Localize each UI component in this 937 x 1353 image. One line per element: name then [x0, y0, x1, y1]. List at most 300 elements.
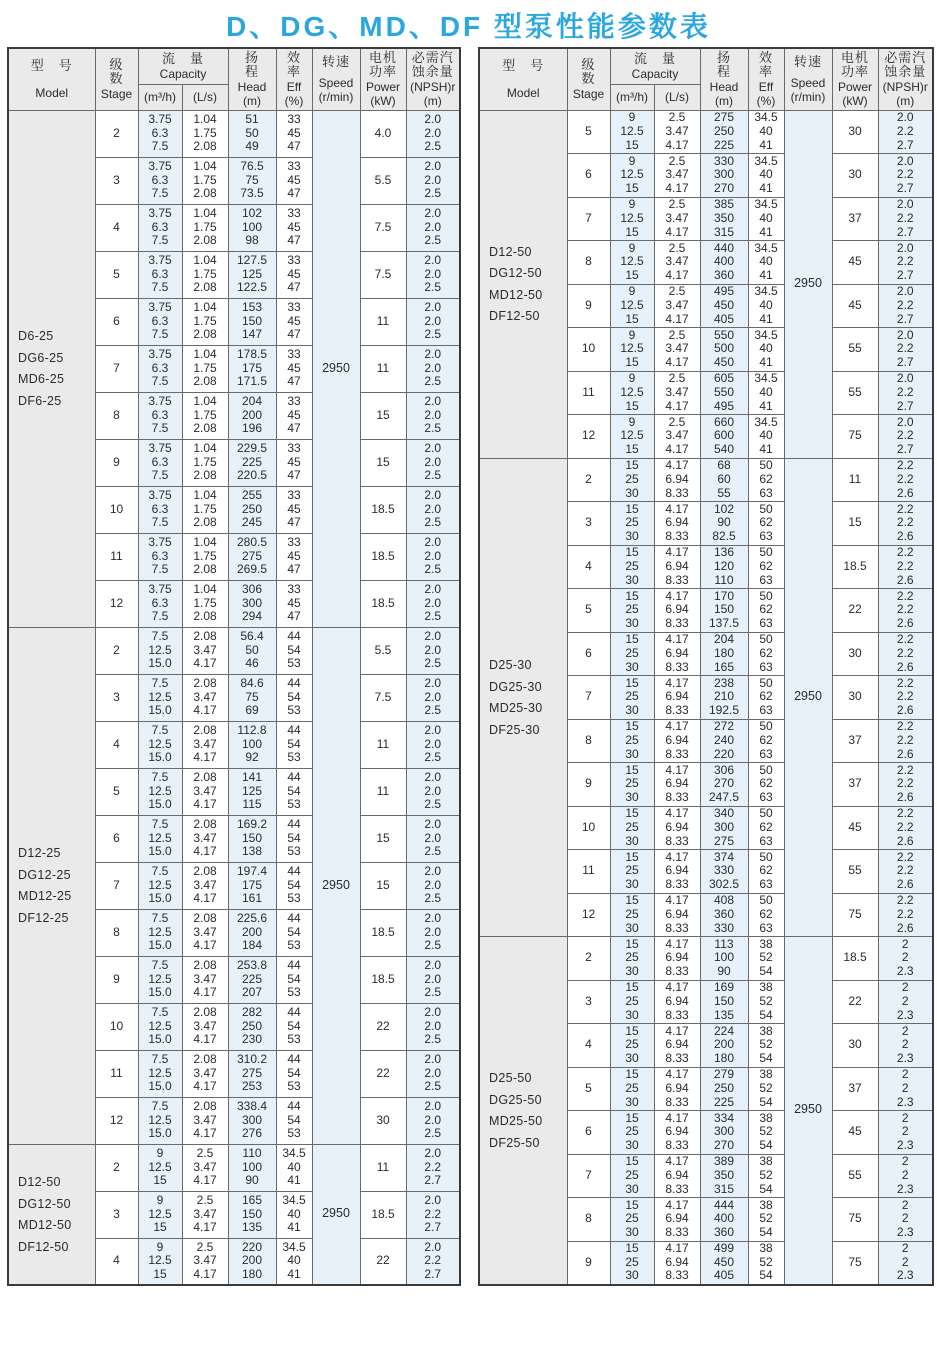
table-row — [479, 110, 933, 154]
eff-cell-value: 52 — [759, 1167, 773, 1182]
table-body — [479, 110, 933, 1285]
power-cell — [832, 415, 878, 459]
capacity-ls-cell-value: 8.33 — [665, 920, 689, 935]
stage-cell — [95, 862, 138, 909]
eff-cell-value: 62 — [759, 819, 773, 834]
capacity-ls-cell-value: 3.47 — [665, 428, 689, 443]
capacity-ls-cell-value: 1.75 — [193, 266, 217, 281]
head-cell-value: 113 — [714, 936, 734, 951]
power-cell — [360, 1238, 406, 1285]
capacity-m3h-cell-value: 12.5 — [620, 341, 644, 356]
capacity-m3h-cell-value: 30 — [625, 1225, 639, 1240]
capacity-m3h-cell — [138, 1144, 182, 1191]
npsh-cell-value: 2.5 — [424, 985, 442, 1000]
capacity-ls-cell-value: 8.33 — [665, 1094, 689, 1109]
npsh-cell-value: 2.2 — [896, 849, 914, 864]
stage-cell — [95, 439, 138, 486]
stage-cell-value: 3 — [113, 1206, 120, 1221]
capacity-ls-cell-value: 2.08 — [193, 628, 217, 643]
npsh-cell-value: 2.5 — [424, 844, 442, 859]
capacity-m3h-cell-value: 25 — [625, 732, 639, 747]
capacity-ls-cell — [654, 371, 700, 415]
header-head: 扬 程 Head (m) — [700, 48, 748, 110]
stage-cell-value: 10 — [109, 501, 124, 516]
npsh-cell — [406, 768, 460, 815]
head-cell-value: 137.5 — [708, 616, 740, 631]
capacity-ls-cell — [654, 502, 700, 546]
capacity-ls-cell-value: 2.5 — [196, 1192, 214, 1207]
eff-cell-value: 52 — [759, 1254, 773, 1269]
npsh-cell-value: 2.7 — [424, 1267, 442, 1282]
eff-cell-value: 44 — [287, 957, 301, 972]
head-cell-value: 49 — [245, 139, 259, 154]
eff-cell-value: 44 — [287, 1098, 301, 1113]
head-cell-value: 605 — [713, 371, 735, 386]
head-cell-value: 100 — [241, 736, 263, 751]
speed-cell-value: 2950 — [322, 360, 350, 375]
npsh-cell-value: 2.2 — [896, 893, 914, 908]
head-cell-value: 225.6 — [236, 910, 268, 925]
npsh-cell-value: 2.0 — [424, 266, 442, 281]
head-cell-value: 330 — [713, 863, 735, 878]
eff-cell-value: 47 — [287, 186, 301, 201]
speed-cell-value: 2950 — [794, 276, 822, 291]
npsh-cell — [406, 392, 460, 439]
head-cell-value: 330 — [713, 920, 735, 935]
npsh-cell-value: 2 — [901, 1154, 909, 1169]
head-cell-value: 150 — [713, 993, 735, 1008]
head-cell — [700, 197, 748, 241]
head-cell — [228, 768, 276, 815]
eff-cell-value: 45 — [287, 219, 301, 234]
npsh-cell-value: 2.2 — [896, 675, 914, 690]
capacity-m3h-cell — [610, 806, 654, 850]
head-cell-value: 127.5 — [236, 252, 268, 267]
power-cell — [832, 980, 878, 1024]
head-cell-value: 240 — [713, 732, 735, 747]
eff-cell-value: 34.5 — [754, 414, 778, 429]
eff-cell — [276, 627, 312, 674]
eff-cell-value: 40 — [287, 1206, 301, 1221]
head-cell-value: 56.4 — [240, 628, 264, 643]
eff-cell-value: 54 — [287, 736, 301, 751]
head-cell-value: 225 — [713, 1094, 735, 1109]
power-cell — [832, 1024, 878, 1068]
capacity-ls-cell-value: 6.94 — [665, 1037, 689, 1052]
npsh-cell — [878, 893, 933, 937]
head-cell-value: 238 — [713, 675, 735, 690]
npsh-cell-value: 2 — [901, 1211, 909, 1226]
eff-cell — [276, 1238, 312, 1285]
head-cell-value: 207 — [241, 985, 263, 1000]
capacity-ls-cell — [654, 284, 700, 328]
head-cell-value: 300 — [241, 1112, 263, 1127]
head-cell-value: 400 — [713, 254, 735, 269]
power-cell-value: 18.5 — [371, 548, 395, 563]
capacity-ls-cell-value: 8.33 — [665, 964, 689, 979]
power-cell — [360, 909, 406, 956]
capacity-m3h-cell-value: 9 — [628, 110, 636, 125]
npsh-cell — [406, 1097, 460, 1144]
power-cell-value: 22 — [376, 1018, 390, 1033]
npsh-cell — [878, 980, 933, 1024]
head-cell-value: 225 — [713, 137, 735, 152]
capacity-ls-cell-value: 4.17 — [665, 1197, 689, 1212]
head-cell — [700, 1241, 748, 1285]
stage-cell-value: 12 — [581, 906, 596, 921]
npsh-cell — [878, 806, 933, 850]
npsh-cell-value: 2.0 — [424, 957, 442, 972]
model-cell-value: DG12-25 — [18, 867, 71, 882]
capacity-m3h-cell — [610, 197, 654, 241]
power-cell — [832, 589, 878, 633]
head-cell-value: 250 — [241, 1018, 263, 1033]
power-cell-value: 75 — [848, 428, 862, 443]
npsh-cell-value: 2.6 — [896, 529, 914, 544]
capacity-m3h-cell-value: 12.5 — [148, 924, 172, 939]
capacity-ls-cell-value: 1.75 — [193, 219, 217, 234]
stage-cell-value: 9 — [585, 297, 592, 312]
capacity-m3h-cell-value: 7.5 — [151, 515, 169, 530]
head-cell-value: 302.5 — [708, 877, 740, 892]
capacity-ls-cell-value: 8.33 — [665, 790, 689, 805]
capacity-m3h-cell — [610, 1198, 654, 1242]
eff-cell-value: 47 — [287, 233, 301, 248]
eff-cell-value: 63 — [759, 833, 773, 848]
capacity-ls-cell — [182, 1097, 228, 1144]
capacity-m3h-cell-value: 6.3 — [151, 501, 169, 516]
npsh-cell-value: 2.5 — [424, 562, 442, 577]
head-cell-value: 75 — [245, 689, 259, 704]
eff-cell-value: 53 — [287, 750, 301, 765]
stage-cell — [95, 1003, 138, 1050]
capacity-ls-cell-value: 4.17 — [193, 891, 217, 906]
npsh-cell — [406, 1003, 460, 1050]
eff-cell-value: 63 — [759, 616, 773, 631]
head-cell — [228, 157, 276, 204]
capacity-m3h-cell-value: 25 — [625, 776, 639, 791]
npsh-cell-value: 2.0 — [424, 454, 442, 469]
capacity-ls-cell-value: 8.33 — [665, 572, 689, 587]
stage-cell-value: 5 — [113, 266, 120, 281]
capacity-ls-cell-value: 2.08 — [193, 675, 217, 690]
head-cell — [700, 676, 748, 720]
stage-cell-value: 4 — [113, 736, 120, 751]
head-cell-value: 153 — [241, 299, 263, 314]
head-cell — [700, 850, 748, 894]
table-header — [479, 48, 933, 110]
eff-cell-value: 45 — [287, 407, 301, 422]
npsh-cell-value: 2.0 — [424, 783, 442, 798]
head-cell-value: 136 — [713, 545, 735, 560]
head-cell-value: 385 — [713, 197, 735, 212]
eff-cell-value: 40 — [759, 123, 773, 138]
capacity-m3h-cell-value: 12.5 — [620, 167, 644, 182]
npsh-cell-value: 2.6 — [896, 616, 914, 631]
head-cell-value: 250 — [713, 1080, 735, 1095]
stage-cell — [567, 241, 610, 285]
capacity-m3h-cell-value: 15 — [625, 442, 639, 457]
head-cell — [700, 502, 748, 546]
capacity-ls-cell — [654, 197, 700, 241]
capacity-m3h-cell-value: 15 — [625, 137, 639, 152]
capacity-ls-cell-value: 1.04 — [193, 534, 217, 549]
eff-cell-value: 47 — [287, 327, 301, 342]
eff-cell — [276, 439, 312, 486]
stage-cell — [567, 937, 610, 981]
head-cell-value: 250 — [713, 123, 735, 138]
power-cell — [360, 251, 406, 298]
eff-cell-value: 63 — [759, 877, 773, 892]
table-row — [479, 937, 933, 981]
stage-cell-value: 7 — [585, 210, 592, 225]
capacity-m3h-cell — [138, 345, 182, 392]
npsh-cell-value: 2.3 — [896, 1268, 914, 1283]
eff-cell — [276, 768, 312, 815]
speed-cell-value: 2950 — [322, 1206, 350, 1221]
head-cell — [228, 580, 276, 627]
npsh-cell-value: 2.2 — [896, 588, 914, 603]
capacity-m3h-cell-value: 30 — [625, 1181, 639, 1196]
head-cell-value: 360 — [713, 906, 735, 921]
eff-cell-value: 50 — [759, 893, 773, 908]
capacity-m3h-cell — [610, 676, 654, 720]
capacity-m3h-cell-value: 7.5 — [151, 233, 169, 248]
eff-cell-value: 34.5 — [754, 197, 778, 212]
eff-cell-value: 34.5 — [754, 153, 778, 168]
eff-cell-value: 54 — [287, 689, 301, 704]
capacity-m3h-cell-value: 9 — [628, 284, 636, 299]
npsh-cell-value: 2.2 — [896, 515, 914, 530]
header-model: 型 号 Model — [479, 48, 567, 110]
capacity-ls-cell-value: 8.33 — [665, 1138, 689, 1153]
npsh-cell — [406, 486, 460, 533]
capacity-ls-cell-value: 2.5 — [668, 371, 686, 386]
power-cell-value: 55 — [848, 863, 862, 878]
stage-cell — [95, 956, 138, 1003]
head-cell-value: 350 — [713, 210, 735, 225]
stage-cell-value: 4 — [113, 219, 120, 234]
capacity-m3h-cell-value: 25 — [625, 1124, 639, 1139]
capacity-ls-cell — [182, 580, 228, 627]
capacity-m3h-cell — [610, 545, 654, 589]
head-cell-value: 180 — [713, 1051, 735, 1066]
power-cell — [832, 110, 878, 154]
capacity-ls-cell-value: 3.47 — [193, 689, 217, 704]
capacity-ls-cell-value: 8.33 — [665, 659, 689, 674]
head-cell-value: 306 — [241, 581, 263, 596]
head-cell — [700, 1024, 748, 1068]
eff-cell-value: 53 — [287, 703, 301, 718]
npsh-cell — [406, 345, 460, 392]
capacity-ls-cell-value: 8.33 — [665, 746, 689, 761]
npsh-cell-value: 2.0 — [424, 722, 442, 737]
capacity-ls-cell-value: 2.08 — [193, 722, 217, 737]
npsh-cell-value: 2.2 — [896, 732, 914, 747]
capacity-ls-cell-value: 2.08 — [193, 957, 217, 972]
head-cell-value: 499 — [713, 1241, 735, 1255]
model-cell-value: DG25-50 — [489, 1092, 542, 1107]
head-cell-value: 192.5 — [708, 703, 740, 718]
head-cell-value: 84.6 — [240, 675, 264, 690]
capacity-m3h-cell — [610, 1111, 654, 1155]
eff-cell-value: 33 — [287, 205, 301, 220]
npsh-cell-value: 2.0 — [424, 313, 442, 328]
capacity-ls-cell-value: 2.5 — [668, 284, 686, 299]
eff-cell-value: 34.5 — [754, 284, 778, 299]
eff-cell-value: 44 — [287, 910, 301, 925]
power-cell-value: 7.5 — [374, 266, 392, 281]
npsh-cell-value: 2.3 — [896, 1007, 914, 1022]
capacity-ls-cell — [182, 439, 228, 486]
capacity-ls-cell-value: 2.08 — [193, 233, 217, 248]
capacity-m3h-cell-value: 7.5 — [151, 1051, 169, 1066]
capacity-ls-cell — [654, 110, 700, 154]
capacity-m3h-cell-value: 12.5 — [620, 297, 644, 312]
capacity-m3h-cell-value: 30 — [625, 920, 639, 935]
power-cell-value: 11 — [376, 360, 390, 375]
head-cell-value: 175 — [241, 360, 263, 375]
head-cell-value: 68 — [717, 458, 731, 473]
capacity-m3h-cell-value: 12.5 — [148, 1065, 172, 1080]
stage-cell — [567, 1154, 610, 1198]
model-cell-value: D6-25 — [18, 329, 54, 344]
capacity-m3h-cell-value: 12.5 — [148, 1206, 172, 1221]
stage-cell-value: 8 — [585, 254, 592, 269]
stage-cell — [95, 157, 138, 204]
capacity-m3h-cell — [138, 1050, 182, 1097]
power-cell-value: 45 — [848, 819, 862, 834]
capacity-ls-cell-value: 3.47 — [665, 297, 689, 312]
head-cell-value: 253 — [241, 1079, 263, 1094]
eff-cell — [276, 721, 312, 768]
eff-cell — [748, 1067, 784, 1111]
stage-cell-value: 7 — [113, 360, 120, 375]
npsh-cell-value: 2.0 — [424, 628, 442, 643]
capacity-m3h-cell-value: 7.5 — [151, 816, 169, 831]
eff-cell — [748, 676, 784, 720]
speed-cell-value: 2950 — [794, 1102, 822, 1117]
capacity-m3h-cell-value: 15 — [625, 181, 639, 196]
stage-cell — [95, 721, 138, 768]
eff-cell — [276, 298, 312, 345]
eff-cell-value: 40 — [759, 297, 773, 312]
header-capacity-m3h: (m³/h) — [138, 84, 182, 110]
head-cell — [228, 1191, 276, 1238]
power-cell — [360, 1050, 406, 1097]
eff-cell-value: 44 — [287, 863, 301, 878]
head-cell-value: 306 — [713, 762, 735, 777]
stage-cell — [95, 1191, 138, 1238]
power-cell — [360, 1097, 406, 1144]
capacity-ls-cell — [654, 937, 700, 981]
capacity-m3h-cell-value: 15.0 — [148, 1032, 172, 1047]
model-cell — [479, 458, 567, 937]
head-cell-value: 495 — [713, 398, 735, 413]
capacity-ls-cell — [654, 589, 700, 633]
head-cell — [700, 1111, 748, 1155]
npsh-cell-value: 2 — [901, 1067, 909, 1082]
capacity-ls-cell-value: 4.17 — [193, 703, 217, 718]
capacity-m3h-cell-value: 15 — [625, 762, 639, 777]
capacity-m3h-cell-value: 7.5 — [151, 1098, 169, 1113]
capacity-ls-cell — [654, 328, 700, 372]
capacity-m3h-cell-value: 30 — [625, 833, 639, 848]
power-cell — [360, 157, 406, 204]
eff-cell-value: 50 — [759, 675, 773, 690]
eff-cell — [748, 850, 784, 894]
power-cell — [832, 545, 878, 589]
capacity-ls-cell — [654, 458, 700, 502]
eff-cell-value: 41 — [759, 181, 773, 196]
power-cell-value: 22 — [848, 993, 862, 1008]
power-cell-value: 5.5 — [374, 172, 392, 187]
capacity-m3h-cell — [138, 204, 182, 251]
npsh-cell-value: 2.0 — [424, 877, 442, 892]
eff-cell-value: 33 — [287, 487, 301, 502]
head-cell-value: 350 — [713, 1167, 735, 1182]
capacity-ls-cell-value: 3.47 — [665, 167, 689, 182]
eff-cell-value: 34.5 — [754, 327, 778, 342]
npsh-cell-value: 2.0 — [424, 1239, 442, 1254]
npsh-cell-value: 2.2 — [896, 210, 914, 225]
npsh-cell — [406, 157, 460, 204]
eff-cell-value: 40 — [759, 167, 773, 182]
capacity-ls-cell-value: 3.47 — [193, 1018, 217, 1033]
power-cell — [832, 241, 878, 285]
capacity-ls-cell-value: 6.94 — [665, 689, 689, 704]
head-cell — [228, 1144, 276, 1191]
stage-cell — [95, 345, 138, 392]
stage-cell-value: 6 — [585, 1124, 592, 1139]
capacity-m3h-cell-value: 7.5 — [151, 910, 169, 925]
eff-cell-value: 45 — [287, 595, 301, 610]
head-cell-value: 184 — [241, 938, 263, 953]
capacity-ls-cell-value: 3.47 — [665, 384, 689, 399]
head-cell-value: 169.2 — [236, 816, 268, 831]
capacity-ls-cell-value: 1.04 — [193, 440, 217, 455]
capacity-ls-cell-value: 1.75 — [193, 313, 217, 328]
stage-cell — [567, 1241, 610, 1285]
eff-cell-value: 52 — [759, 993, 773, 1008]
speed-cell — [784, 110, 832, 458]
eff-cell-value: 54 — [759, 1225, 773, 1240]
eff-cell-value: 44 — [287, 769, 301, 784]
capacity-ls-cell-value: 4.17 — [193, 1220, 217, 1235]
head-cell-value: 178.5 — [236, 346, 268, 361]
capacity-m3h-cell-value: 7.5 — [151, 675, 169, 690]
npsh-cell-value: 2.2 — [896, 645, 914, 660]
head-cell-value: 135 — [241, 1220, 263, 1235]
stage-cell — [95, 392, 138, 439]
pump-table-left — [7, 47, 461, 1286]
head-cell-value: 245 — [241, 515, 263, 530]
stage-cell-value: 12 — [581, 428, 596, 443]
eff-cell-value: 62 — [759, 906, 773, 921]
eff-cell-value: 50 — [759, 849, 773, 864]
eff-cell-value: 33 — [287, 393, 301, 408]
head-cell — [700, 1198, 748, 1242]
capacity-m3h-cell-value: 12.5 — [620, 254, 644, 269]
capacity-m3h-cell — [610, 1241, 654, 1285]
eff-cell-value: 50 — [759, 545, 773, 560]
model-cell-value: DF25-50 — [489, 1135, 540, 1150]
header-head: 扬 程 Head (m) — [228, 48, 276, 110]
capacity-ls-cell-value: 3.47 — [193, 877, 217, 892]
eff-cell-value: 44 — [287, 816, 301, 831]
capacity-m3h-cell-value: 15.0 — [148, 797, 172, 812]
eff-cell-value: 52 — [759, 1080, 773, 1095]
